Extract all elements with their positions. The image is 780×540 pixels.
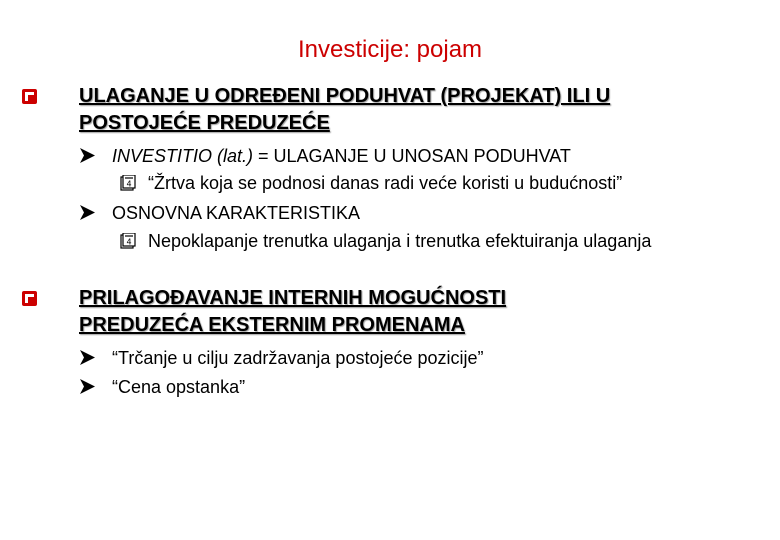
main-bullet-2-line-1: PRILAGOĐAVANJE INTERNIH MOGUĆNOSTI	[79, 287, 507, 309]
svg-text:4: 4	[126, 237, 132, 247]
nepoklapanje-text: Nepoklapanje trenutka ulaganja i trenutka efektuiranja ulaganja	[148, 231, 652, 251]
arrow-bullet-icon	[80, 350, 95, 365]
main-bullet-1-line-1: ULAGANJE U ODREĐENI PODUHVAT (PROJEKAT) ILI U	[79, 85, 611, 107]
slide-title: Investicije: pojam	[297, 36, 483, 63]
sub-bullet-osnovna	[80, 202, 360, 224]
arrow-bullet-icon	[80, 148, 95, 163]
sub-bullet-cena	[80, 376, 245, 398]
arrow-bullet-icon	[80, 205, 95, 220]
main-bullet-1	[22, 83, 762, 137]
zrtva-text: “Žrtva koja se podnosi danas radi veće koristi u budućnosti”	[148, 173, 623, 193]
calendar-bullet-icon	[120, 175, 136, 191]
sub-bullet-investitio	[80, 145, 571, 167]
main-bullet-2-line-2: PREDUZEĆA EKSTERNIM PROMENAMA	[79, 314, 465, 336]
investitio-text: = ULAGANJE U UNOSAN PODUHVAT	[253, 146, 571, 166]
main-bullet-1-line-2: POSTOJEĆE PREDUZEĆE	[79, 112, 330, 134]
svg-text:4: 4	[126, 179, 132, 189]
cena-text: “Cena opstanka”	[112, 377, 246, 397]
subsub-bullet-zrtva	[120, 172, 622, 194]
arrow-bullet-icon	[80, 379, 95, 394]
main-bullet-2	[22, 285, 762, 339]
trcanje-text: “Trčanje u cilju zadržavanja postojeće pozicije”	[112, 348, 484, 368]
square-bullet-icon	[22, 89, 37, 104]
square-bullet-icon	[22, 291, 37, 306]
calendar-bullet-icon	[120, 233, 136, 249]
sub-bullet-trcanje	[80, 347, 484, 369]
investitio-italic: INVESTITIO (lat.)	[112, 146, 254, 166]
subsub-bullet-nepoklapanje	[120, 230, 651, 252]
osnovna-text: OSNOVNA KARAKTERISTIKA	[112, 203, 361, 223]
